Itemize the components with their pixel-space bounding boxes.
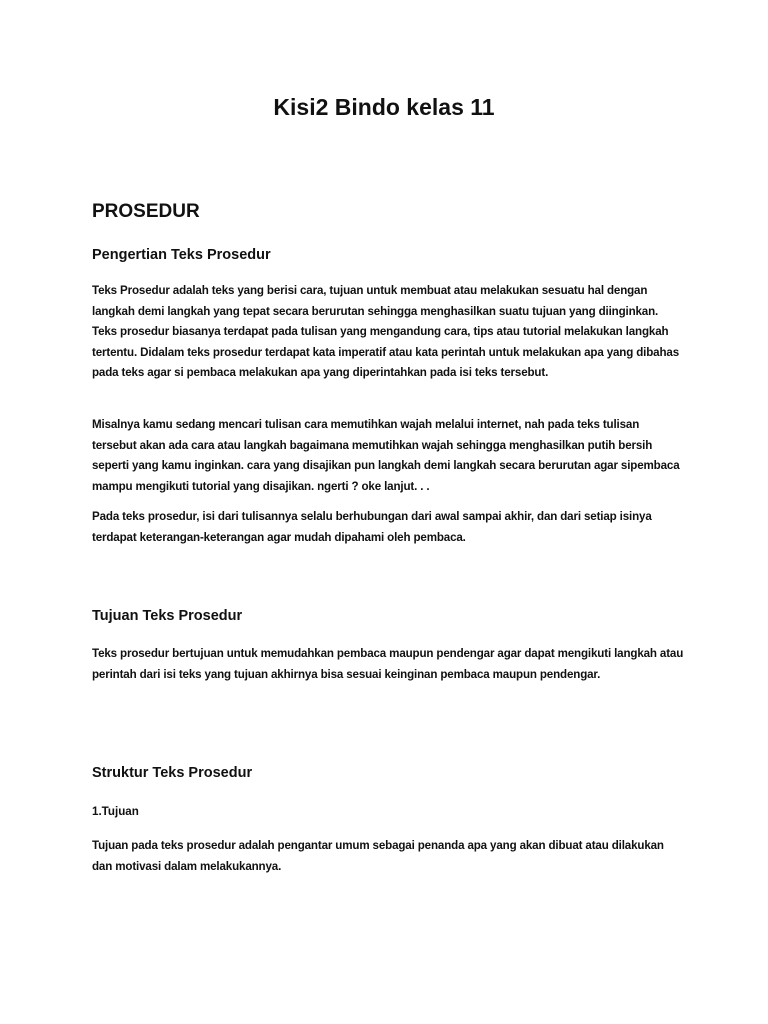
paragraph-pengertian-1: Teks Prosedur adalah teks yang berisi cara, tujuan untuk membuat atau melakukan sesuatu hal dengan langkah demi langkah yang tepat secara berurutan sehingga menghasilkan suatu tujuan yang diinginkan. Teks prosedur biasanya terdapat pada tulisan yang mengandung cara, tips atau tutorial melakukan langkah tertentu. Didalam teks prosedur terdapat kata imperatif atau kata perintah untuk melakukan apa yang dibahas pada teks agar si pembaca melakukan apa yang diperintahkan pada isi teks tersebut.: [92, 284, 679, 380]
paragraph-tujuan: Teks prosedur bertujuan untuk memudahkan pembaca maupun pendengar agar dapat mengikuti langkah atau perintah dari isi teks yang tujuan akhirnya bisa sesuai keinginan pembaca maupun pendengar.: [92, 647, 684, 681]
paragraph-pengertian-2: Misalnya kamu sedang mencari tulisan cara memutihkan wajah melalui internet, nah pada teks tulisan tersebut akan ada cara atau langkah bagaimana memutihkan wajah sehingga menghasilkan putih bersih seperti yang kamu inginkan. cara yang disajikan pun langkah demi langkah secara berurutan agar sipembaca mampu mengikuti tutorial yang disajikan. ngerti ? oke lanjut. . .: [92, 418, 680, 493]
heading-struktur: Struktur Teks Prosedur: [92, 765, 253, 781]
section-heading-prosedur: PROSEDUR: [92, 201, 200, 222]
heading-tujuan: Tujuan Teks Prosedur: [92, 608, 243, 624]
heading-pengertian: Pengertian Teks Prosedur: [92, 247, 271, 263]
struktur-item-label: 1.Tujuan: [92, 805, 139, 818]
document-title: Kisi2 Bindo kelas 11: [273, 94, 495, 120]
paragraph-struktur-tujuan: Tujuan pada teks prosedur adalah pengantar umum sebagai penanda apa yang akan dibuat atau dilakukan dan motivasi dalam melakukannya.: [92, 839, 664, 873]
paragraph-pengertian-3: Pada teks prosedur, isi dari tulisannya selalu berhubungan dari awal sampai akhir, dan dari setiap isinya terdapat keterangan-keterangan agar mudah dipahami oleh pembaca.: [92, 510, 652, 544]
